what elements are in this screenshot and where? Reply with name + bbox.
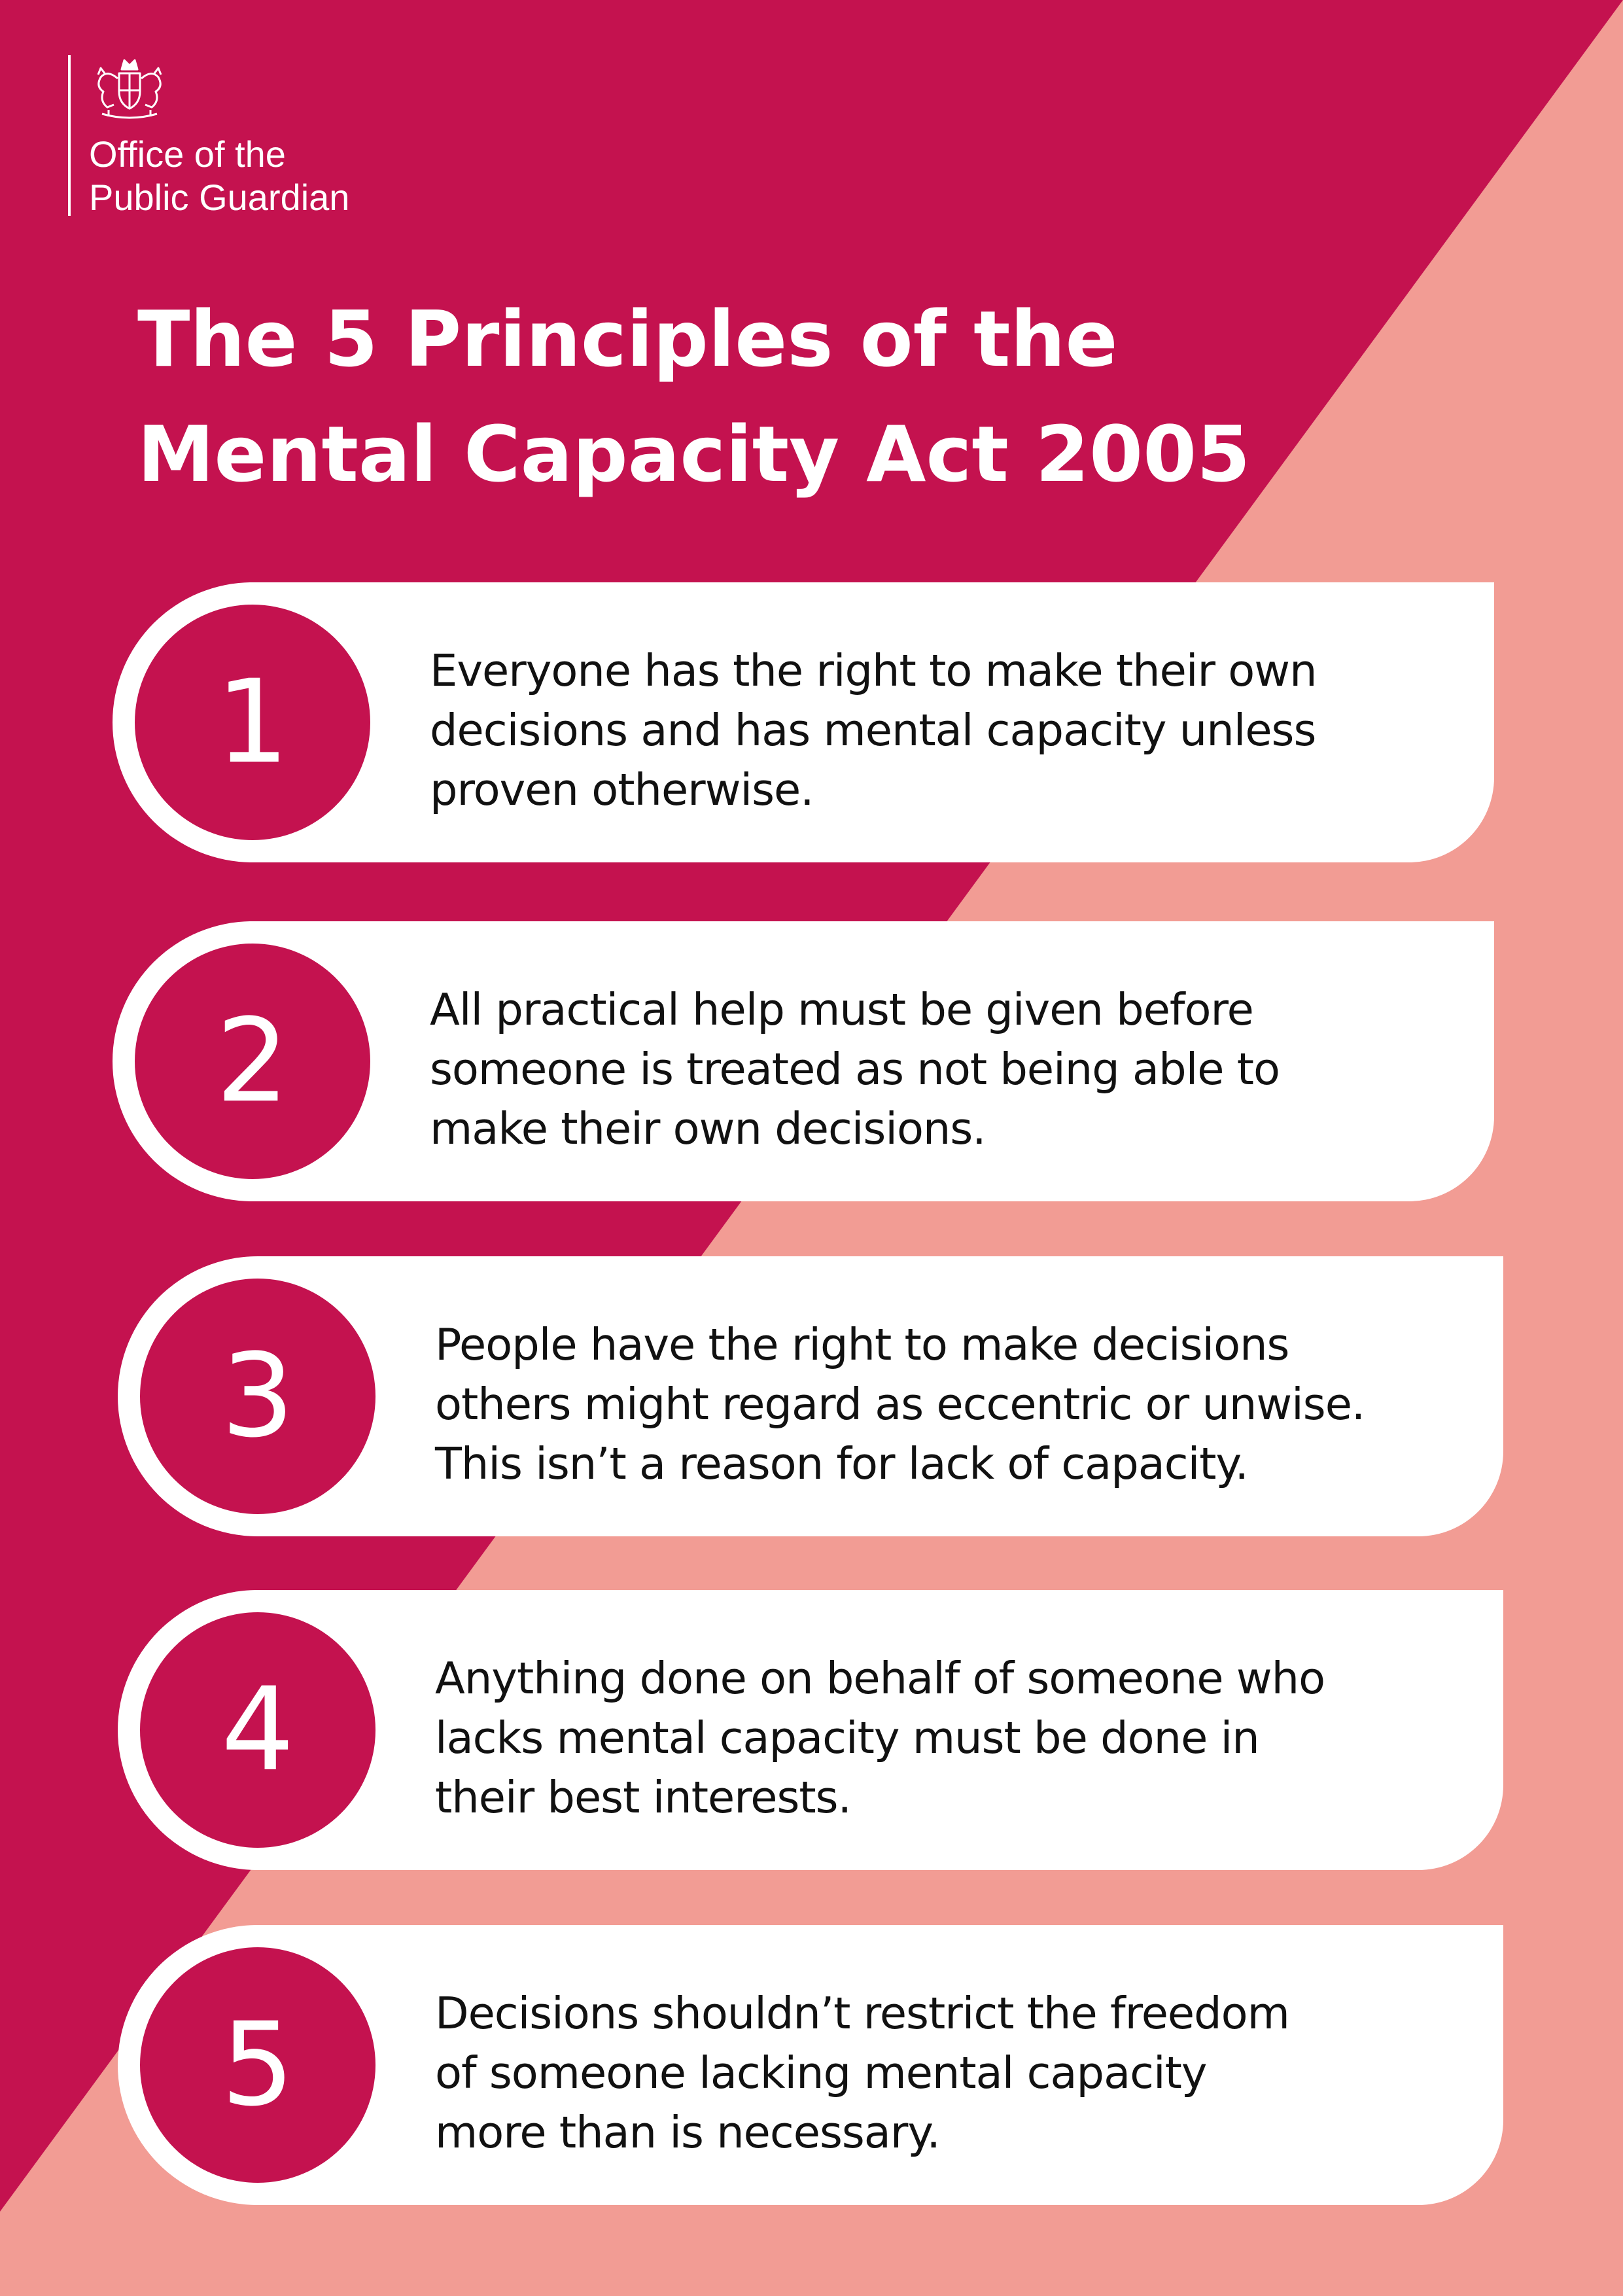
principle-text	[435, 1649, 1477, 1828]
organisation-logo	[68, 55, 349, 216]
principle-text	[435, 1984, 1477, 2163]
principle-text-line: others might regard as eccentric or unwise.	[435, 1379, 1365, 1430]
principle-text-line: decisions and has mental capacity unless	[430, 705, 1316, 756]
principle-number-badge: 2	[135, 944, 370, 1179]
principle-text-line: their best interests.	[435, 1772, 851, 1823]
page-title	[137, 281, 1348, 512]
principle-text-line: make their own decisions.	[430, 1103, 986, 1154]
principle-text-line: Decisions shouldn’t restrict the freedom	[435, 1988, 1289, 2039]
organisation-name-line-1: Office of the	[89, 133, 286, 175]
principle-card-4	[118, 1590, 1503, 1870]
principle-number-badge: 3	[140, 1279, 375, 1514]
principle-text-line: someone is treated as not being able to	[430, 1044, 1280, 1095]
organisation-name	[89, 133, 349, 219]
principle-text-line: People have the right to make decisions	[435, 1319, 1289, 1370]
royal-coat-of-arms-icon	[89, 55, 171, 124]
principle-text	[435, 1315, 1477, 1494]
principle-text-line: All practical help must be given before	[430, 984, 1253, 1035]
principle-text-line: of someone lacking mental capacity	[435, 2047, 1207, 2098]
principle-text-line: lacks mental capacity must be done in	[435, 1712, 1259, 1763]
principle-card-5	[118, 1925, 1503, 2205]
page-title-line-1: The 5 Principles of the	[137, 294, 1118, 384]
principle-text-line: Everyone has the right to make their own	[430, 645, 1317, 696]
principle-text	[430, 980, 1468, 1159]
principle-text-line: more than is necessary.	[435, 2107, 940, 2158]
organisation-name-line-2: Public Guardian	[89, 177, 350, 218]
principle-number-badge: 4	[140, 1612, 375, 1848]
principle-number-badge: 1	[135, 605, 370, 840]
principle-text-line: Anything done on behalf of someone who	[435, 1653, 1325, 1704]
principle-card-3	[118, 1256, 1503, 1536]
principle-number-badge: 5	[140, 1947, 375, 2183]
principle-text-line: proven otherwise.	[430, 764, 814, 815]
principle-card-1	[113, 582, 1494, 862]
principle-text-line: This isn’t a reason for lack of capacity.	[435, 1438, 1248, 1489]
principle-text	[430, 641, 1468, 820]
page-title-line-2: Mental Capacity Act 2005	[137, 409, 1251, 499]
principle-card-2	[113, 921, 1494, 1201]
